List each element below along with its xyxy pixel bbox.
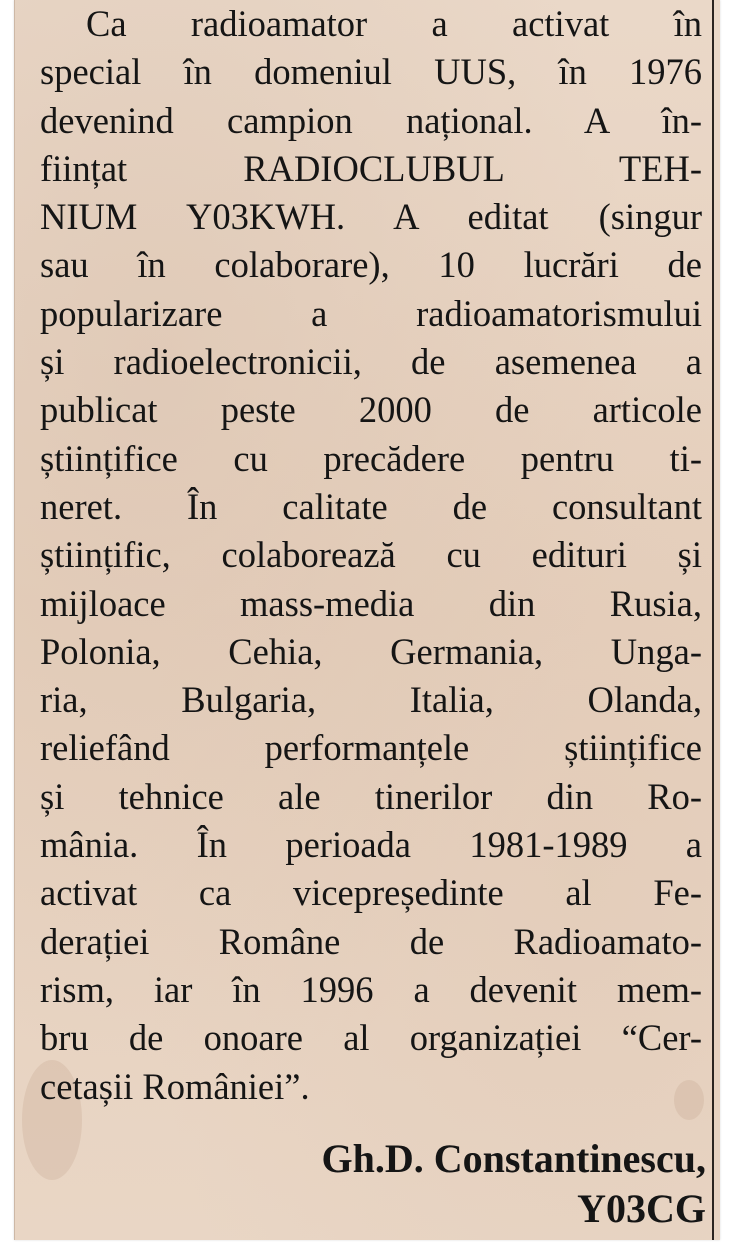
- text-line: mijloace mass-media din Rusia,: [40, 582, 702, 624]
- text-line: și tehnice ale tinerilor din Ro-: [40, 775, 702, 817]
- author-name: Gh.D. Constantinescu,: [321, 1136, 706, 1181]
- text-line: NIUM Y03KWH. A editat (singur: [40, 196, 702, 238]
- text-line: ființat RADIOCLUBUL TEH-: [40, 147, 702, 189]
- text-line: popularizare a radioamatorismului: [40, 292, 702, 334]
- article-body: [40, 0, 702, 1111]
- article-paragraph: [40, 0, 702, 1111]
- text-line: reliefând performanțele științifice: [40, 727, 702, 769]
- text-line: rism, iar în 1996 a devenit mem-: [40, 968, 702, 1010]
- text-line: activat ca vicepreședinte al Fe-: [40, 872, 702, 914]
- author-callsign: Y03CG: [577, 1186, 706, 1231]
- text-line: devenind campion național. A în-: [40, 99, 702, 141]
- text-line: mânia. În perioada 1981-1989 a: [40, 824, 702, 866]
- text-line: și radioelectronicii, de asemenea a: [40, 341, 702, 383]
- text-line: științific, colaborează cu edituri și: [40, 534, 702, 576]
- text-line: sau în colaborare), 10 lucrări de: [40, 244, 702, 286]
- text-line: cetașii României”.: [40, 1065, 310, 1107]
- text-line: Polonia, Cehia, Germania, Unga-: [40, 630, 702, 672]
- text-line: Ca radioamator a activat în: [86, 3, 702, 44]
- clipping-left-edge: [14, 0, 15, 1240]
- text-line: neret. În calitate de consultant: [40, 485, 702, 527]
- text-line: bru de onoare al organizației “Cer-: [40, 1017, 702, 1059]
- text-line: special în domeniul UUS, în 1976: [40, 51, 702, 93]
- text-line: ria, Bulgaria, Italia, Olanda,: [40, 679, 702, 721]
- author-signature: [321, 1134, 706, 1234]
- column-rule: [712, 0, 714, 1240]
- text-line: publicat peste 2000 de articole: [40, 389, 702, 431]
- text-line: derației Române de Radioamato-: [40, 920, 702, 962]
- text-line: științifice cu precădere pentru ti-: [40, 437, 702, 479]
